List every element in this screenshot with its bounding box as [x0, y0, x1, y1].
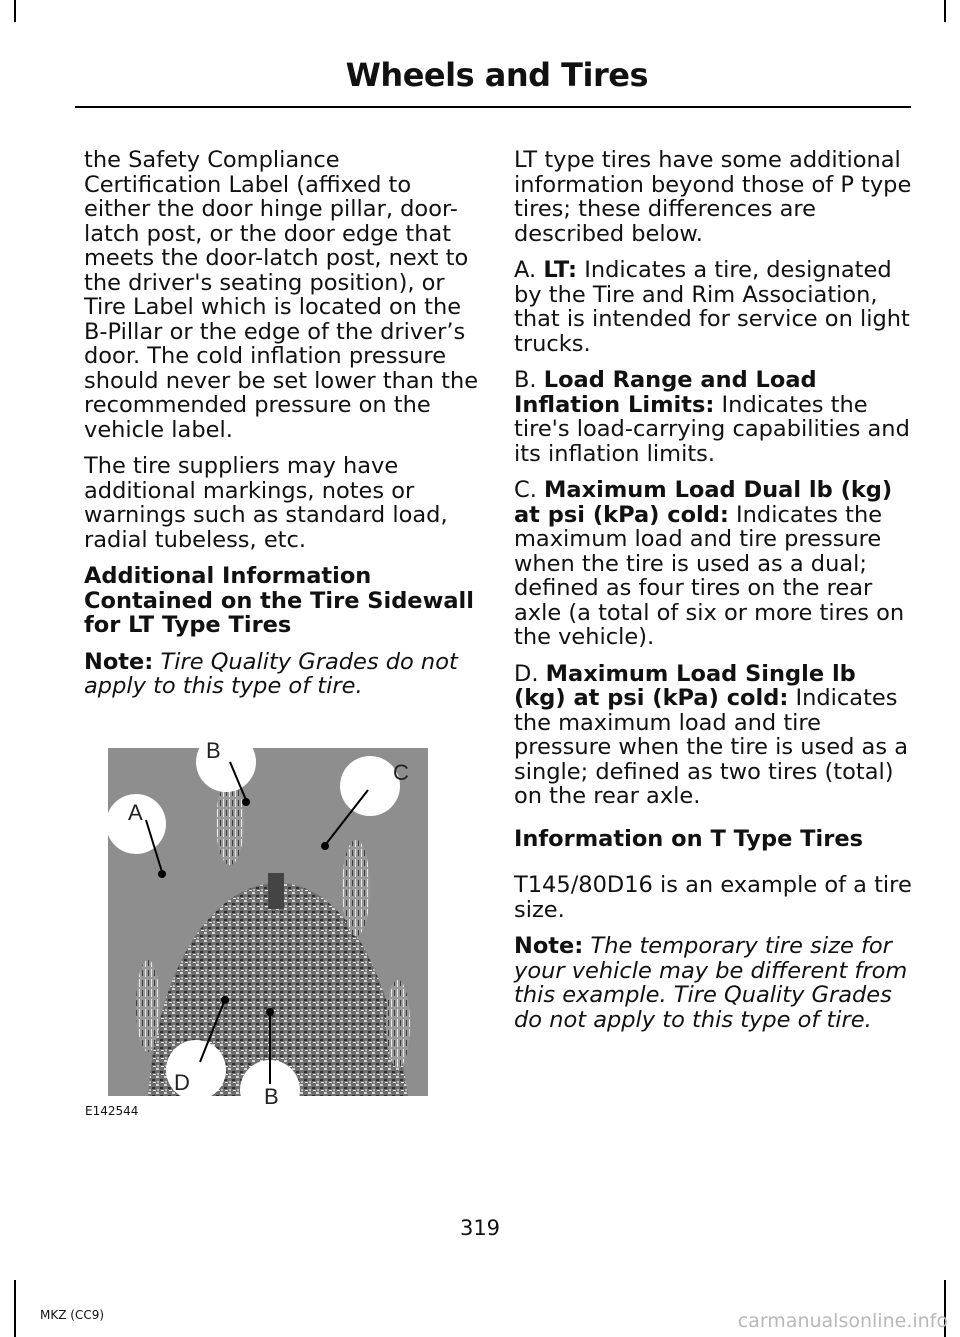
crop-mark-top-right: [944, 0, 946, 22]
callout-label-c: C: [393, 760, 409, 785]
note-quality-grades: [84, 650, 480, 699]
footer-model: MKZ (CC9): [40, 1308, 105, 1322]
callout-dot-a: [158, 870, 166, 878]
crop-mark-top-left: [14, 0, 16, 22]
callout-dot-b-bottom: [266, 1008, 274, 1016]
callout-label-b-top: B: [206, 738, 221, 763]
callout-dot-c: [321, 842, 329, 850]
left-column: [84, 148, 480, 711]
note-text: The temporary tire size for your vehicle may be different from this example. Tire Quality Grades do not apply to this type of tire.: [514, 933, 908, 1033]
item-d-text: Indicates the maximum load and tire pressure when the tire is used as a single; defined as two tires (total) on the rear axle.: [514, 685, 908, 809]
note-label: Note:: [514, 933, 584, 959]
callout-label-a: A: [128, 800, 143, 825]
item-d-term: Maximum Load Single lb (kg) at psi (kPa) cold:: [514, 660, 856, 711]
item-c-prefix: C.: [514, 477, 537, 503]
paragraph-tire-size-example: T145/80D16 is an example of a tire size.: [514, 872, 912, 923]
item-a: [514, 258, 912, 356]
item-d: [514, 662, 912, 809]
paragraph-lt-intro: LT type tires have some additional information beyond those of P type tires; these differences are described below.: [514, 147, 912, 247]
item-c: [514, 478, 912, 650]
callout-label-d: D: [174, 1070, 190, 1095]
section-heading-t-tires: Information on T Type Tires: [514, 825, 863, 852]
item-a-text: Indicates a tire, designated by the Tire and Rim Association, that is intended for service on light trucks.: [514, 257, 910, 357]
paragraph-certification-label: the Safety Compliance Certification Label (affixed to either the door hinge pillar, door-latch post, or the door edge that meets the door-latch post, next to the driver's seating position), or Tire Label which is located on the B-Pillar or the edge of the driver’s door. The cold inflation pressure should never be set lower than the recommended pressure on the vehicle label.: [84, 147, 479, 443]
section-heading-lt-tires: Additional Information Contained on the Tire Sidewall for LT Type Tires: [84, 563, 474, 638]
item-b-text: Indicates the tire's load-carrying capabilities and its inflation limits.: [514, 391, 910, 467]
item-c-text: Indicates the maximum load and tire pressure when the tire is used as a dual; defined as four tires on the rear axle (a total of six or more tires on the vehicle).: [514, 501, 905, 650]
crop-mark-bottom-left: [14, 1280, 16, 1337]
callout-bubble-c: [340, 756, 400, 816]
note-temporary-tire: [514, 934, 912, 1032]
page-title: Wheels and Tires: [345, 56, 648, 94]
paragraph-supplier-markings: The tire suppliers may have additional markings, notes or warnings such as standard load, radial tubeless, etc.: [84, 453, 448, 553]
callout-dot-d: [221, 996, 229, 1004]
figure-id: E142544: [85, 1104, 139, 1118]
note-label: Note:: [84, 648, 154, 675]
page-number: 319: [459, 1216, 501, 1240]
watermark: carmanualsonline.info: [737, 1310, 948, 1332]
item-a-prefix: A.: [514, 257, 537, 283]
item-b-term: Load Range and Load Inflation Limits:: [514, 367, 817, 418]
item-a-term: LT:: [543, 257, 578, 283]
item-d-prefix: D.: [514, 660, 539, 687]
callout-bubble-b-top: [196, 732, 256, 792]
callout-layer: [100, 730, 440, 1110]
callout-label-b-bottom: B: [264, 1084, 279, 1109]
note-text: Tire Quality Grades do not apply to this type of tire.: [84, 648, 458, 699]
right-column: [514, 148, 912, 1044]
callout-dot-b-top: [242, 798, 250, 806]
header-divider: [75, 106, 911, 108]
item-c-term: Maximum Load Dual lb (kg) at psi (kPa) cold:: [514, 477, 893, 528]
item-b: [514, 368, 912, 466]
item-b-prefix: B.: [514, 367, 537, 393]
